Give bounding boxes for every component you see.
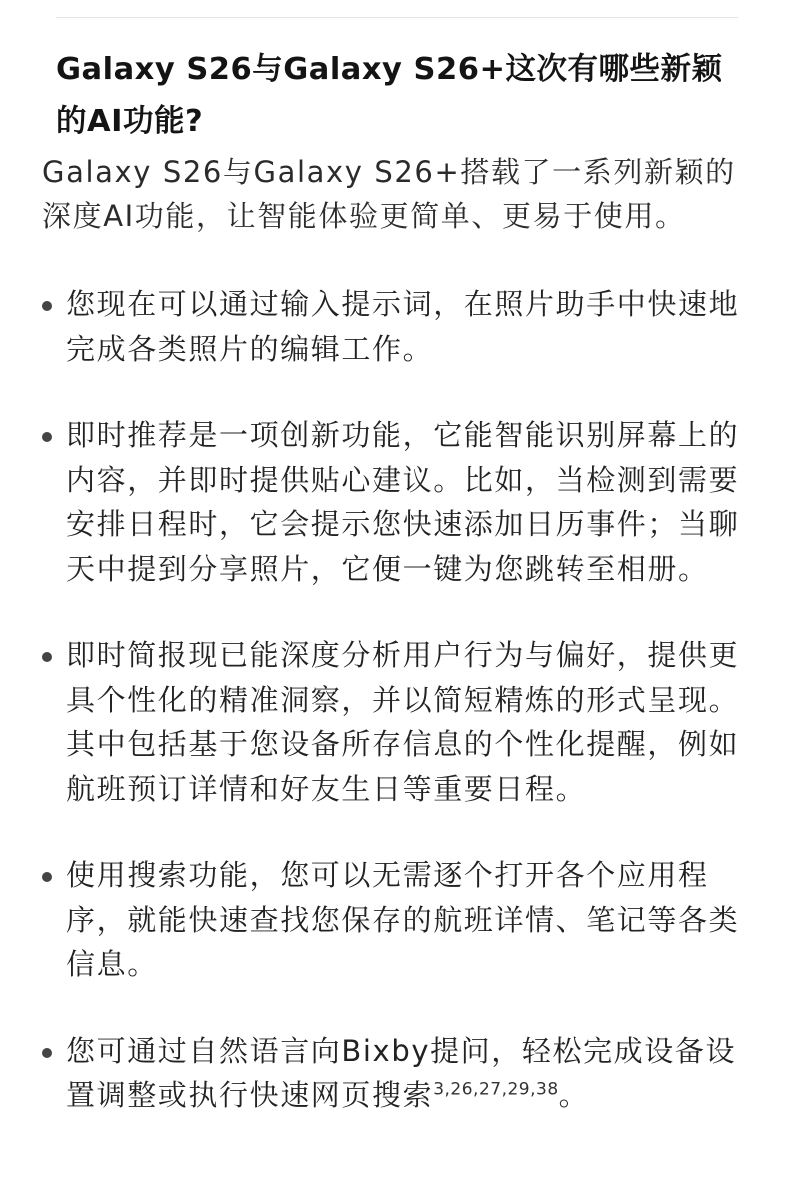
feature-text: 即时推荐是一项创新功能，它能智能识别屏幕上的内容，并即时提供贴心建议。比如，当检测到需要安排日程时，它会提示您快速添加日历事件；当聊天中提到分享照片，它便一键为您跳转至相册。 [66, 418, 740, 586]
bullet-icon [42, 872, 52, 882]
citation-references[interactable]: 3,26,27,29,38 [433, 1079, 559, 1100]
feature-item-now-brief [42, 633, 754, 811]
bullet-icon [42, 301, 52, 311]
bullet-icon [42, 1048, 52, 1058]
feature-item-search [42, 853, 754, 987]
feature-text-end: 。 [558, 1078, 590, 1112]
bullet-icon [42, 652, 52, 662]
feature-text: 使用搜索功能，您可以无需逐个打开各个应用程序，就能快速查找您保存的航班详情、笔记等各类信息。 [66, 858, 740, 981]
feature-item-photo-assist [42, 282, 754, 371]
feature-text: 您可通过自然语言向Bixby提问，轻松完成设备设置调整或执行快速网页搜索 [66, 1033, 737, 1112]
feature-item-bixby [42, 1029, 754, 1118]
answer-intro: Galaxy S26与Galaxy S26+搭载了一系列新颖的深度AI功能，让智能体验更简单、更易于使用。 [42, 155, 736, 233]
feature-text: 即时简报现已能深度分析用户行为与偏好，提供更具个性化的精准洞察，并以简短精炼的形式呈现。其中包括基于您设备所存信息的个性化提醒，例如航班预订详情和好友生日等重要日程。 [66, 638, 740, 806]
faq-question-title: Galaxy S26与Galaxy S26+这次有哪些新颖的AI功能? [56, 52, 723, 139]
feature-list [42, 282, 754, 1118]
faq-answer [42, 150, 754, 1160]
bullet-icon [42, 432, 52, 442]
feature-text: 您现在可以通过输入提示词，在照片助手中快速地完成各类照片的编辑工作。 [66, 287, 740, 366]
feature-item-now-nudge [42, 413, 754, 591]
top-divider [56, 17, 738, 18]
